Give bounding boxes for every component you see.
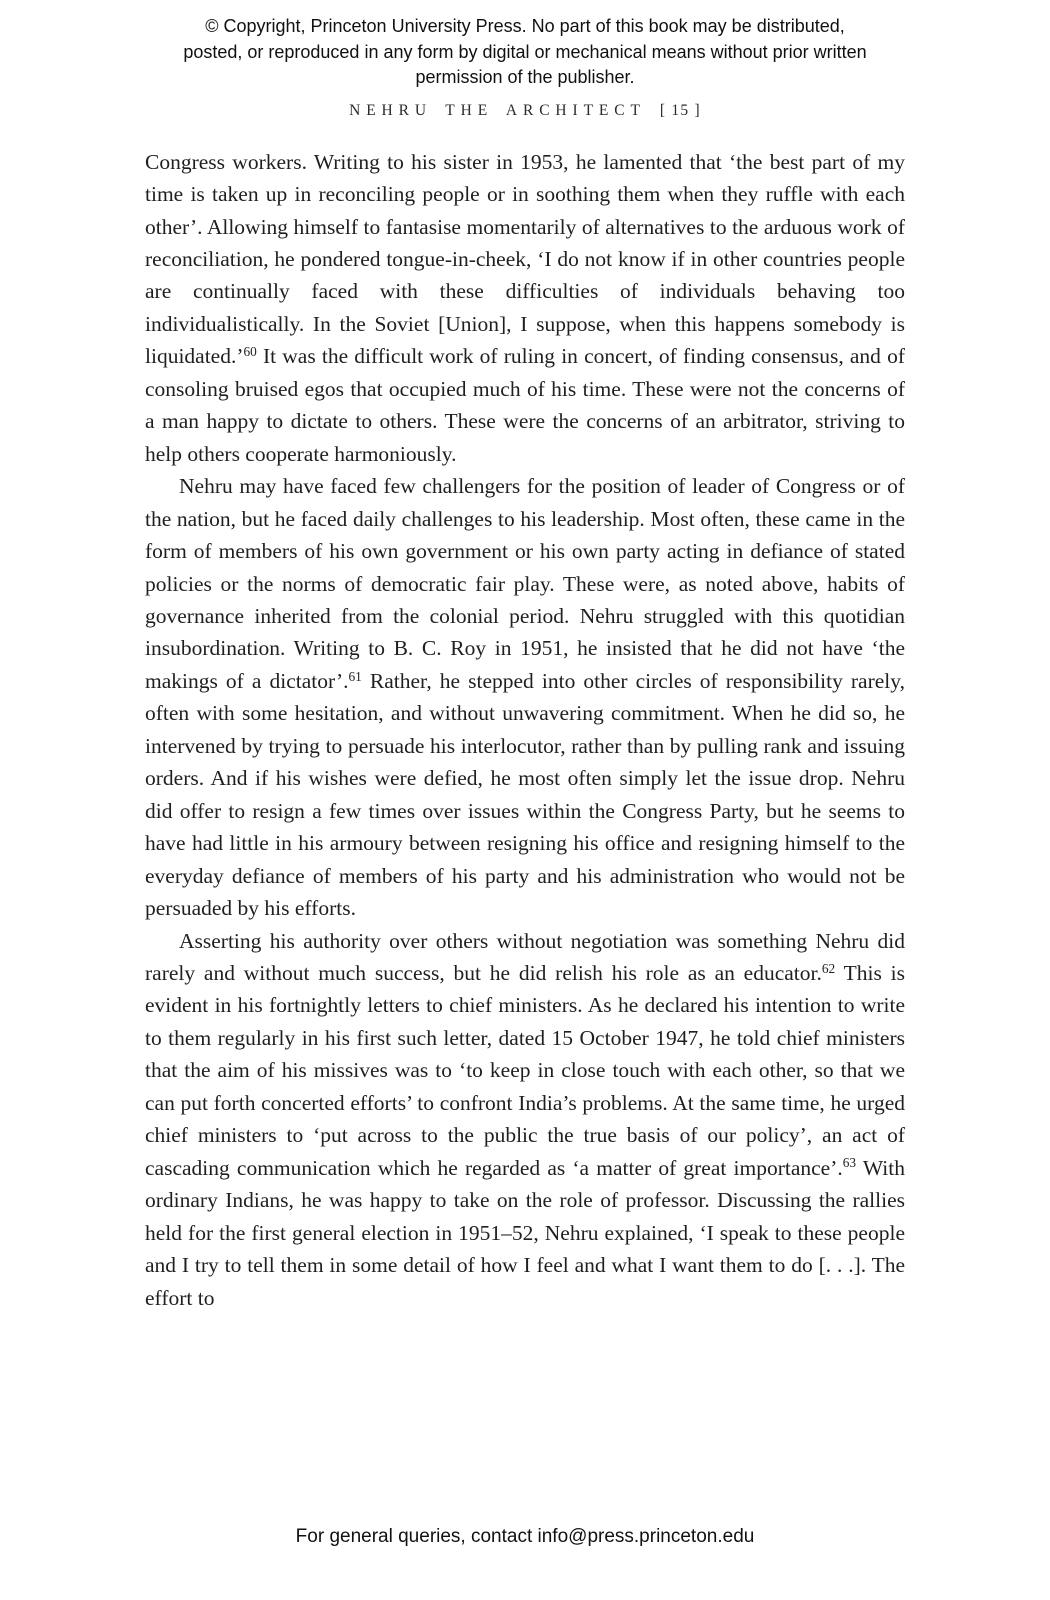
page-number: [ 15 ] bbox=[659, 101, 701, 119]
footnote-ref-60: 60 bbox=[243, 344, 257, 360]
footnote-ref-61: 61 bbox=[348, 668, 362, 684]
paragraph-3 bbox=[145, 925, 905, 1314]
text-run: Nehru may have faced few challengers for the position of leader of Congress or of the nation, but he faced daily challenges to his leadership. Most often, these came in the form of members of his own government or his own party acting in defiance of stated policies or the norms of democratic fair play. These were, as noted above, habits of governance inherited from the colonial period. Nehru struggled with this quotidian insubordination. Writing to B. C. Roy in 1951, he insisted that he did not have ‘the makings of a dictator’. bbox=[145, 474, 905, 693]
copyright-notice: © Copyright, Princeton University Press. No part of this book may be distributed, posted, or reproduced in any form by digital or mechanical means without prior written permission of the publisher. bbox=[183, 16, 867, 88]
text-run: With ordinary Indians, he was happy to take on the role of professor. Discussing the rallies held for the first general election in 1951–52, Nehru explained, ‘I speak to these people and I try to tell them in some detail of how I feel and what I want them to do [. . .]. The effort to bbox=[145, 1155, 905, 1310]
page-footer: For general queries, contact info@press.princeton.edu bbox=[295, 1526, 755, 1547]
text-run: Asserting his authority over others without negotiation was something Nehru did rarely and without much success, but he did relish his role as an educator. bbox=[145, 928, 905, 985]
footnote-ref-62: 62 bbox=[821, 960, 836, 976]
text-run: Congress workers. Writing to his sister in 1953, he lamented that ‘the best part of my time is taken up in reconciling people or in soothing them when they ruffle with each other’. Allowing himself to fantasise momentarily of alternatives to the arduous work of reconciliation, he pondered tongue-in-cheek, ‘I do not know if in other countries people are continually faced with these difficulties of individuals behaving too individualistically. In the Soviet [Union], I suppose, when this happens somebody is liquidated.’ bbox=[145, 149, 905, 369]
running-header bbox=[0, 102, 1050, 120]
footnote-ref-63: 63 bbox=[842, 1155, 857, 1171]
running-header-title: NEHRU THE ARCHITECT bbox=[349, 101, 646, 119]
text-run: It was the difficult work of ruling in concert, of finding consensus, and of consoling bruised egos that occupied much of his time. These were not the concerns of a man happy to dictate to others. These were the concerns of an arbitrator, striving to help others cooperate harmoniously. bbox=[145, 344, 905, 466]
text-run: Rather, he stepped into other circles of responsibility rarely, often with some hesitation, and without unwavering commitment. When he did so, he intervened by trying to persuade his interlocutor, rather than by pulling rank and issuing orders. And if his wishes were defied, he most often simply let the issue drop. Nehru did offer to resign a few times over issues within the Congress Party, but he seems to have had little in his armoury between resigning his office and resigning himself to the everyday defiance of members of his party and his administration who would not be persuaded by his efforts. bbox=[145, 668, 905, 921]
text-run: This is evident in his fortnightly letters to chief ministers. As he declared his intention to write to them regularly in his first such letter, dated 15 October 1947, he told chief ministers that the aim of his missives was to ‘to keep in close touch with each other, so that we can put forth concerted efforts’ to confront India’s problems. At the same time, he urged chief ministers to ‘put across to the public the true basis of our policy’, an act of cascading communication which he regarded as ‘a matter of great importance’. bbox=[145, 960, 905, 1180]
paragraph-2 bbox=[145, 470, 905, 924]
paragraph-1 bbox=[145, 146, 905, 471]
body-text bbox=[145, 146, 905, 1314]
